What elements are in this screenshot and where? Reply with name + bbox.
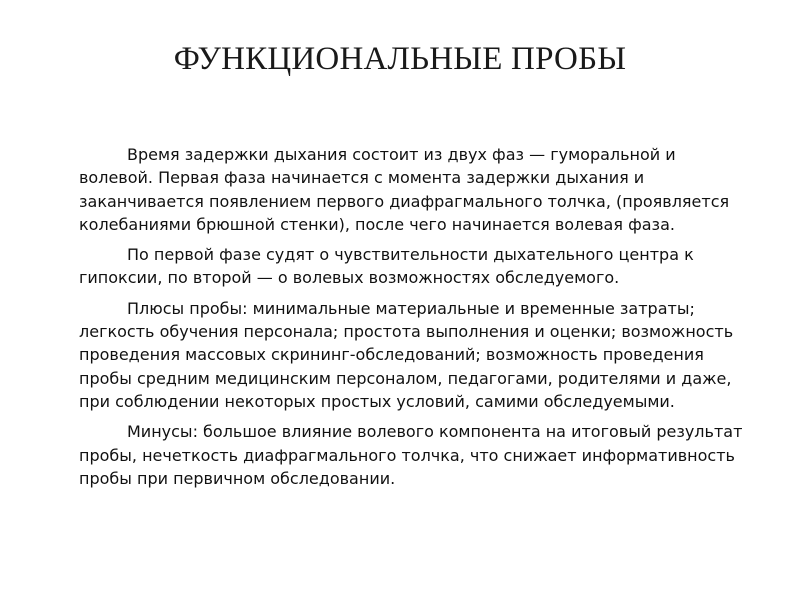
paragraph-phases: Время задержки дыхания состоит из двух фаз — гуморальной и волевой. Первая фаза начинается с момента задержки дыхания и заканчивается появлением первого диафрагмального толчка, (проявляется колебаниями брюшной стенки), после чего начинается волевая фаза. bbox=[79, 145, 730, 234]
paragraph-cons: Минусы: большое влияние волевого компонента на итоговый результат пробы, нечеткость диафрагмального толчка, что снижает информативность пробы при первичном обследовании. bbox=[79, 422, 743, 488]
paragraph-pros: Плюсы пробы: минимальные материальные и временные затраты; легкость обучения персонала; простота выполнения и оценки; возможность проведения массовых скрининг-обследований; возможность проведения пробы средним медицинским персоналом, педагогами, родителями и даже, при соблюдении некоторых простых условий, самими обследуемыми. bbox=[79, 298, 734, 411]
slide-body bbox=[79, 143, 747, 497]
slide-title: ФУНКЦИОНАЛЬНЫЕ ПРОБЫ bbox=[173, 41, 627, 77]
paragraph-assessment: По первой фазе судят о чувствительности дыхательного центра к гипоксии, по второй — о волевых возможностях обследуемого. bbox=[79, 245, 694, 288]
